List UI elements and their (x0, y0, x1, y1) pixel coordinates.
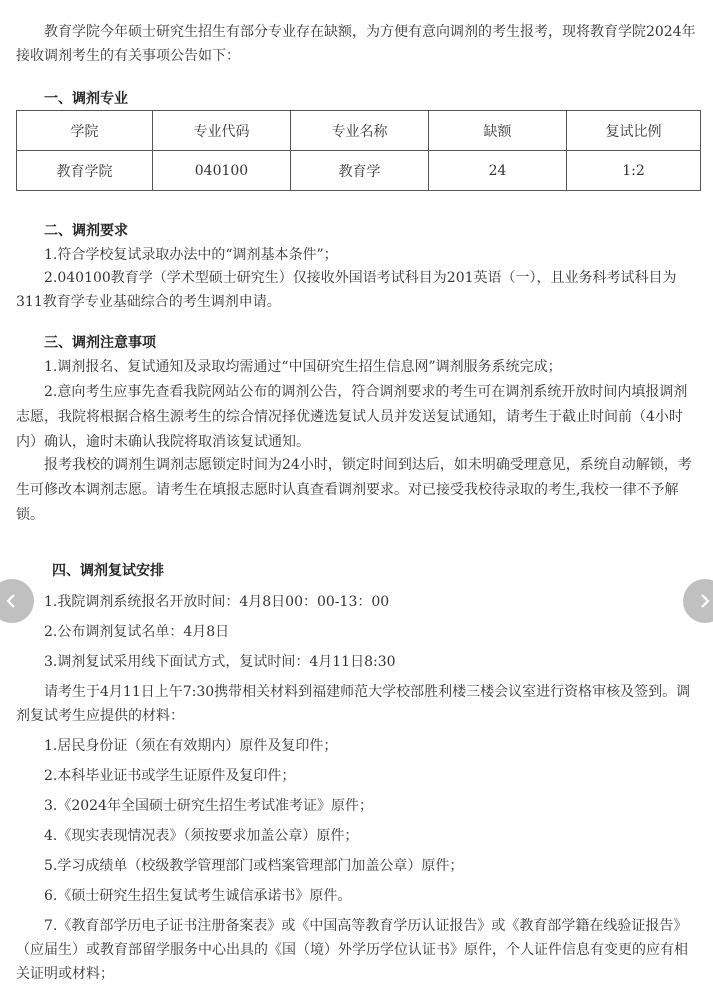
table-header-row (17, 111, 701, 151)
material-item: 5.学习成绩单（校级教学管理部门或档案管理部门加盖公章）原件； (44, 858, 464, 874)
table-header-cell: 缺额 (429, 111, 567, 151)
table-cell-vacancy: 24 (429, 151, 567, 191)
table-header-cell: 复试比例 (567, 111, 701, 151)
material-item: 7.《教育部学历电子证书注册备案表》或《中国高等教育学历认证报告》或《教育部学籍在线验证报告》（应届生）或教育部留学服务中心出具的《国（境）外学历学位认证书》原件，个人证件信息有变更的应有相关证明或材料； (16, 918, 688, 982)
major-table (16, 110, 701, 191)
list-item: 1.我院调剂系统报名开放时间：4月8日00：00-13：00 (44, 594, 390, 610)
table-cell-major: 教育学 (291, 151, 429, 191)
section-4-title: 四、调剂复试安排 (52, 563, 164, 579)
chevron-left-icon (4, 593, 20, 609)
table-header-cell: 学院 (17, 111, 153, 151)
material-item: 6.《硕士研究生招生复试考生诚信承诺书》原件。 (44, 888, 352, 904)
section-3-title: 三、调剂注意事项 (44, 335, 156, 351)
list-item: 1.调剂报名、复试通知及录取均需通过“中国研究生招生信息网”调剂服务系统完成； (44, 359, 562, 375)
table-header-cell: 专业名称 (291, 111, 429, 151)
next-slide-button[interactable] (683, 579, 713, 623)
table-cell-college: 教育学院 (17, 151, 153, 191)
material-item: 4.《现实表现情况表》（须按要求加盖公章）原件； (44, 828, 359, 844)
table-cell-code: 040100 (153, 151, 291, 191)
material-item: 1.居民身份证（须在有效期内）原件及复印件； (44, 738, 338, 754)
prev-slide-button[interactable] (0, 579, 34, 623)
material-item: 2.本科毕业证书或学生证原件及复印件； (44, 768, 296, 784)
list-item: 2.公布调剂复试名单：4月8日 (44, 624, 230, 640)
material-intro-paragraph: 请考生于4月11日上午7:30携带相关材料到福建师范大学校部胜利楼三楼会议室进行资格审核及签到。调剂复试考生应提供的材料： (16, 684, 691, 724)
section-2-title: 二、调剂要求 (44, 223, 128, 239)
table-header-cell: 专业代码 (153, 111, 291, 151)
list-item: 3.调剂复试采用线下面试方式，复试时间：4月11日8:30 (44, 654, 396, 670)
list-item: 2.意向考生应事先查看我院网站公布的调剂公告，符合调剂要求的考生可在调剂系统开放时间内填报调剂志愿，我院将根据合格生源考生的综合情况择优遴选复试人员并发送复试通知，请考生于截止时间前（4小时内）确认，逾时未确认我院将取消该复试通知。 (16, 384, 688, 450)
list-item: 2.040100教育学（学术型硕士研究生）仅接收外国语考试科目为201英语（一），且业务科考试科目为311教育学专业基础综合的考生调剂申请。 (16, 270, 677, 310)
table-cell-ratio: 1:2 (567, 151, 701, 191)
table-row (17, 151, 701, 191)
lock-note-paragraph: 报考我校的调剂生调剂志愿锁定时间为24小时，锁定时间到达后，如未明确受理意见，系统自动解锁，考生可修改本调剂志愿。请考生在填报志愿时认真查看调剂要求。对已接受我校待录取的考生,我校一律不予解锁。 (16, 457, 692, 523)
chevron-right-icon (697, 593, 713, 609)
section-1-title: 一、调剂专业 (44, 91, 128, 107)
list-item: 1.符合学校复试录取办法中的“调剂基本条件”； (44, 247, 338, 263)
material-item: 3.《2024年全国硕士研究生招生考试准考证》原件； (44, 798, 373, 814)
intro-paragraph: 教育学院今年硕士研究生招生有部分专业存在缺额，为方便有意向调剂的考生报考，现将教育学院2024年接收调剂考生的有关事项公告如下： (16, 24, 696, 64)
